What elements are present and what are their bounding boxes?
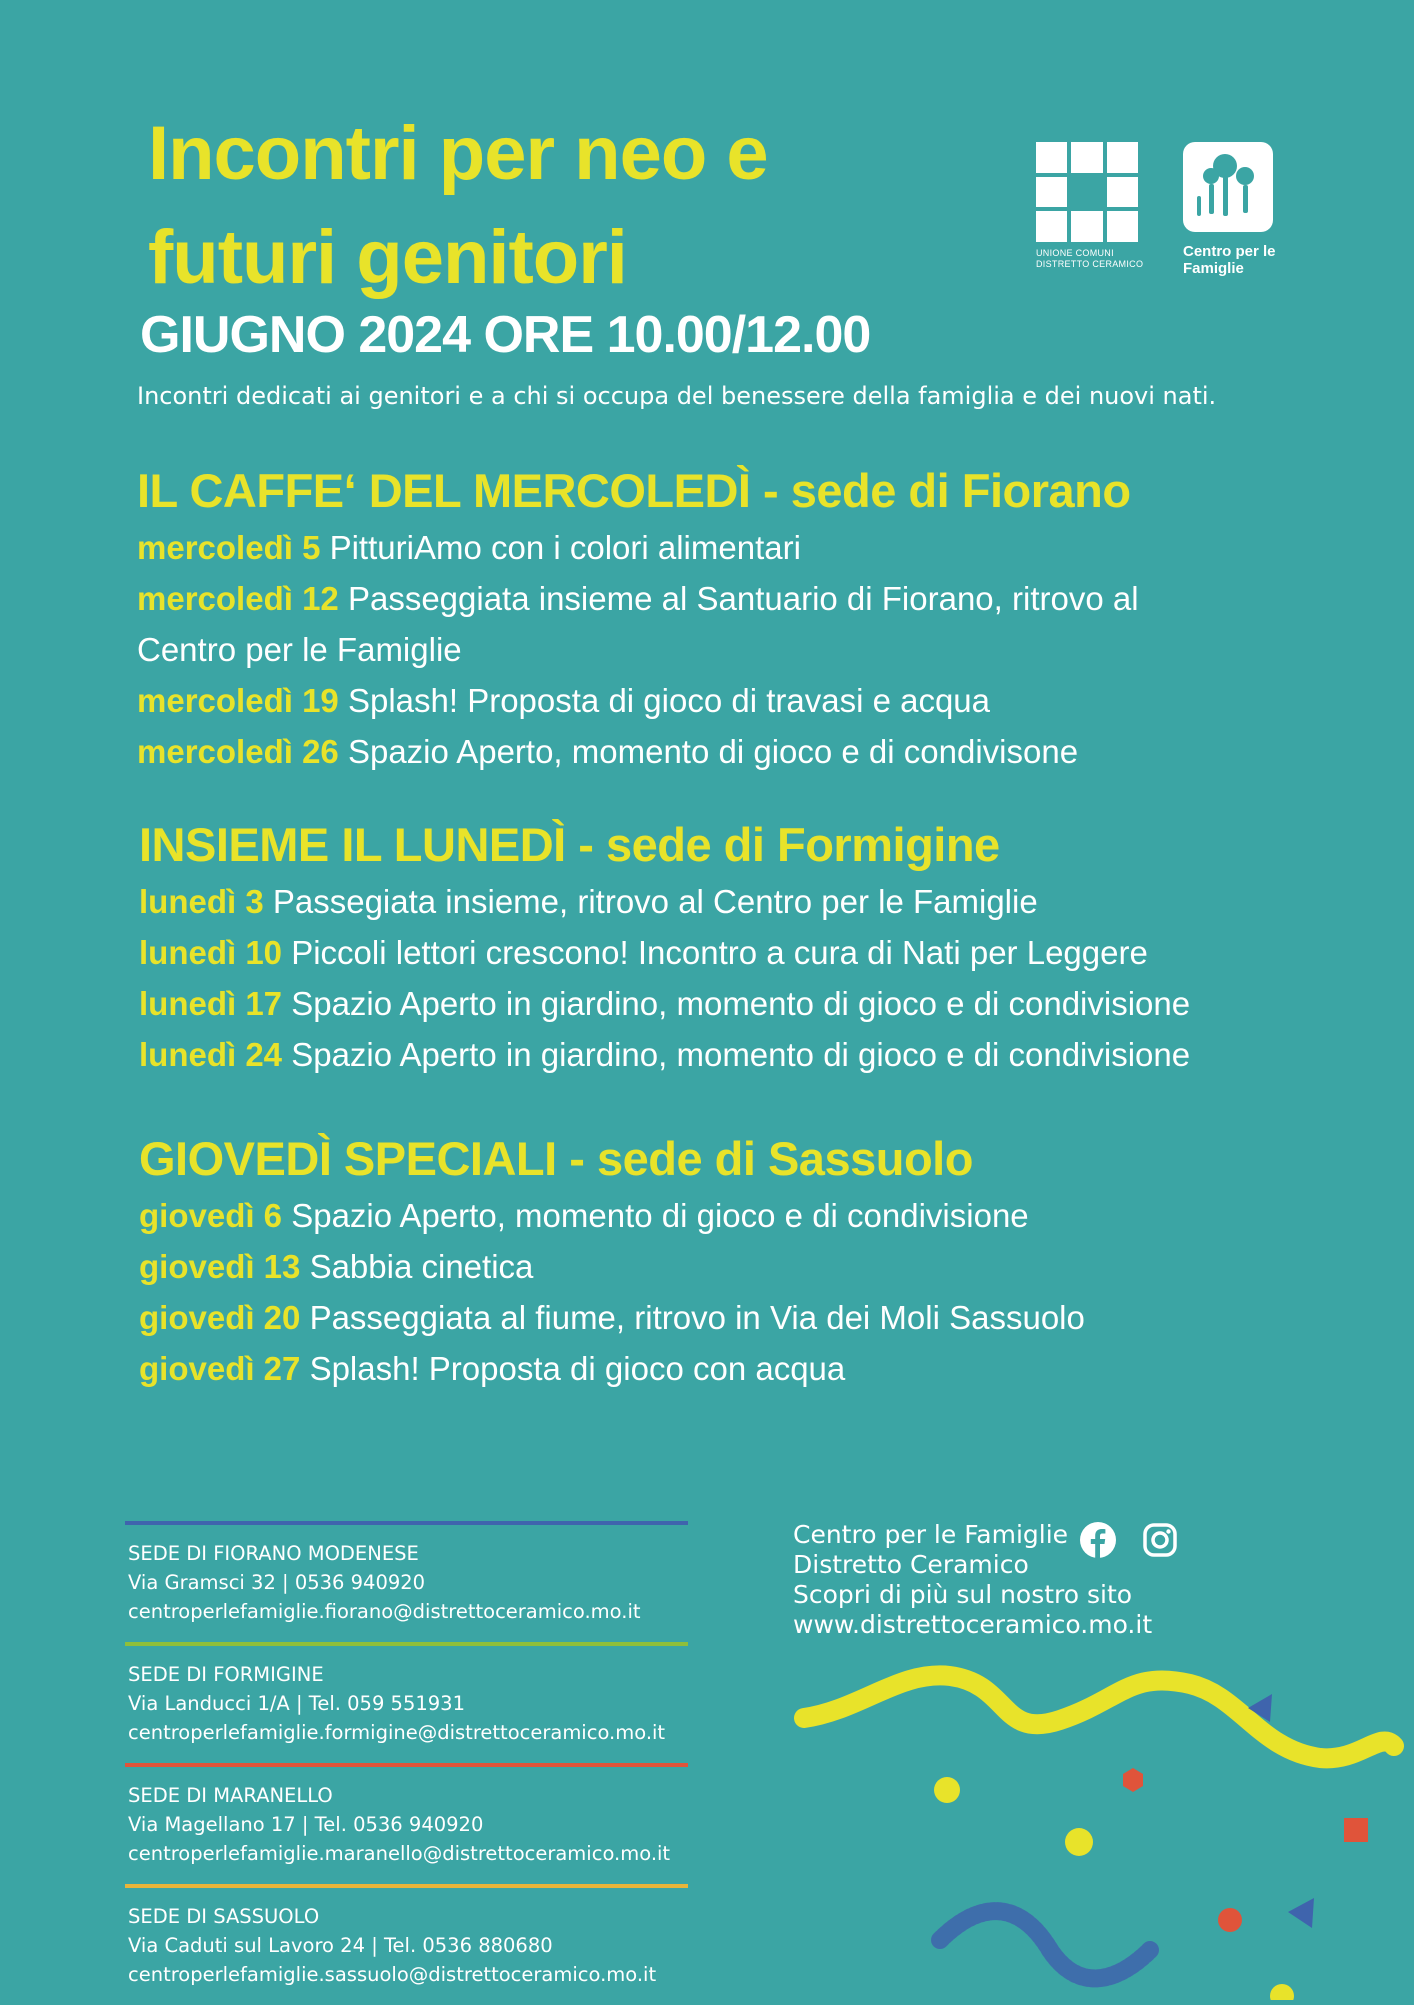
sede-divider — [125, 1642, 688, 1646]
event-item — [137, 522, 1377, 573]
section-heading: INSIEME IL LUNEDÌ - sede di Formigine — [139, 818, 1000, 871]
event-text: Splash! Proposta di gioco con acqua — [309, 1350, 846, 1387]
sede-address: Via Landucci 1/A | Tel. 059 551931 — [128, 1692, 465, 1715]
event-item — [137, 675, 1377, 726]
event-text: Piccoli lettori crescono! Incontro a cura di Nati per Leggere — [291, 934, 1148, 971]
sede-email[interactable]: centroperlefamiglie.formigine@distrettoceramico.mo.it — [128, 1721, 666, 1744]
section-giovedi — [139, 1128, 1379, 1394]
page-title — [148, 102, 908, 310]
event-day: giovedì 20 — [139, 1299, 301, 1336]
sede-email[interactable]: centroperlefamiglie.maranello@distrettoceramico.mo.it — [128, 1842, 671, 1865]
blue-triangle — [1288, 1898, 1314, 1928]
intro-text: Incontri dedicati ai genitori e a chi si occupa del benessere della famiglia e dei nuovi nati. — [137, 382, 1217, 410]
sede-maranello — [125, 1763, 688, 1884]
event-text: Sabbia cinetica — [309, 1248, 534, 1285]
trees-logo-icon — [1183, 142, 1273, 232]
event-item — [139, 978, 1379, 1029]
sede-divider — [125, 1884, 688, 1888]
confetti-decoration — [790, 1650, 1414, 2000]
sede-name: SEDE DI FORMIGINE — [128, 1663, 324, 1686]
event-day: mercoledì 26 — [137, 733, 339, 770]
event-text: Spazio Aperto in giardino, momento di gioco e di condivisione — [291, 1036, 1191, 1073]
red-dot — [1218, 1908, 1242, 1932]
event-item — [137, 726, 1377, 777]
sede-email[interactable]: centroperlefamiglie.sassuolo@distrettoceramico.mo.it — [128, 1963, 657, 1986]
contact-line-1: Centro per le Famiglie — [793, 1520, 1069, 1549]
yellow-dot — [1270, 1984, 1294, 2000]
blue-squiggle — [940, 1911, 1150, 1978]
event-day: giovedì 27 — [139, 1350, 301, 1387]
event-text: Spazio Aperto in giardino, momento di gioco e di condivisione — [291, 985, 1191, 1022]
contact-line-2: Distretto Ceramico — [793, 1550, 1029, 1579]
event-item — [139, 1343, 1379, 1394]
sede-name: SEDE DI MARANELLO — [128, 1784, 333, 1807]
contact-line-3: Scopri di più sul nostro sito — [793, 1580, 1133, 1609]
sede-address: Via Magellano 17 | Tel. 0536 940920 — [128, 1813, 484, 1836]
sede-divider — [125, 1521, 688, 1525]
section-lunedi — [139, 814, 1379, 1080]
sedi-list — [125, 1521, 688, 2005]
sede-fiorano — [125, 1521, 688, 1642]
sede-sassuolo — [125, 1884, 688, 2005]
event-item — [139, 1029, 1379, 1080]
unione-comuni-logo — [1036, 142, 1142, 270]
event-item — [139, 876, 1379, 927]
section-mercoledi — [137, 460, 1377, 777]
section-heading: IL CAFFE‘ DEL MERCOLEDÌ - sede di Fiorano — [137, 464, 1131, 517]
date-time-subtitle: GIUGNO 2024 ORE 10.00/12.00 — [140, 306, 871, 364]
red-hexagon — [1123, 1768, 1143, 1792]
instagram-icon[interactable] — [1142, 1522, 1178, 1558]
event-text: Passeggiata al fiume, ritrovo in Via dei Moli Sassuolo — [309, 1299, 1085, 1336]
sede-name: SEDE DI FIORANO MODENESE — [128, 1542, 419, 1565]
centro-famiglie-logo — [1183, 142, 1276, 277]
event-day: lunedì 3 — [139, 883, 264, 920]
centro-caption-line-1: Centro per le — [1183, 243, 1276, 260]
sede-divider — [125, 1763, 688, 1767]
sede-formigine — [125, 1642, 688, 1763]
yellow-dot — [934, 1777, 960, 1803]
title-line-2: futuri genitori — [148, 215, 627, 300]
sede-name: SEDE DI SASSUOLO — [128, 1905, 320, 1928]
event-day: mercoledì 12 — [137, 580, 339, 617]
sede-address: Via Caduti sul Lavoro 24 | Tel. 0536 880680 — [128, 1934, 553, 1957]
unione-logo-caption — [1036, 248, 1142, 270]
sede-email[interactable]: centroperlefamiglie.fiorano@distrettoceramico.mo.it — [128, 1600, 641, 1623]
event-item — [139, 1190, 1379, 1241]
section-heading: GIOVEDÌ SPECIALI - sede di Sassuolo — [139, 1132, 973, 1185]
sede-address: Via Gramsci 32 | 0536 940920 — [128, 1571, 426, 1594]
event-day: lunedì 24 — [139, 1036, 283, 1073]
event-day: giovedì 13 — [139, 1248, 301, 1285]
event-text: Spazio Aperto, momento di gioco e di condivisione — [291, 1197, 1029, 1234]
event-day: mercoledì 19 — [137, 682, 339, 719]
unione-caption-line-1: UNIONE COMUNI — [1036, 248, 1114, 258]
event-text: Passegiata insieme, ritrovo al Centro per le Famiglie — [272, 883, 1038, 920]
event-item — [139, 927, 1379, 978]
event-text: Passeggiata insieme al Santuario di Fiorano, ritrovo al Centro per le Famiglie — [137, 580, 1139, 668]
event-text: PitturiAmo con i colori alimentari — [329, 529, 801, 566]
facebook-icon[interactable] — [1080, 1522, 1116, 1558]
event-day: lunedì 10 — [139, 934, 283, 971]
yellow-dot — [1065, 1828, 1093, 1856]
grid-logo-icon — [1036, 142, 1138, 242]
centro-logo-caption — [1183, 243, 1276, 277]
yellow-squiggle — [804, 1675, 1394, 1758]
event-item — [139, 1241, 1379, 1292]
event-day: giovedì 6 — [139, 1197, 283, 1234]
social-icons — [1080, 1522, 1178, 1558]
event-item — [139, 1292, 1379, 1343]
title-line-1: Incontri per neo e — [148, 111, 768, 196]
event-text: Spazio Aperto, momento di gioco e di condivisone — [347, 733, 1079, 770]
event-day: lunedì 17 — [139, 985, 283, 1022]
centro-caption-line-2: Famiglie — [1183, 260, 1244, 277]
event-day: mercoledì 5 — [137, 529, 321, 566]
website-link[interactable]: www.distrettoceramico.mo.it — [793, 1610, 1153, 1639]
event-item — [137, 573, 1197, 675]
unione-caption-line-2: DISTRETTO CERAMICO — [1036, 259, 1144, 269]
event-text: Splash! Proposta di gioco di travasi e acqua — [347, 682, 991, 719]
red-square — [1344, 1818, 1368, 1842]
